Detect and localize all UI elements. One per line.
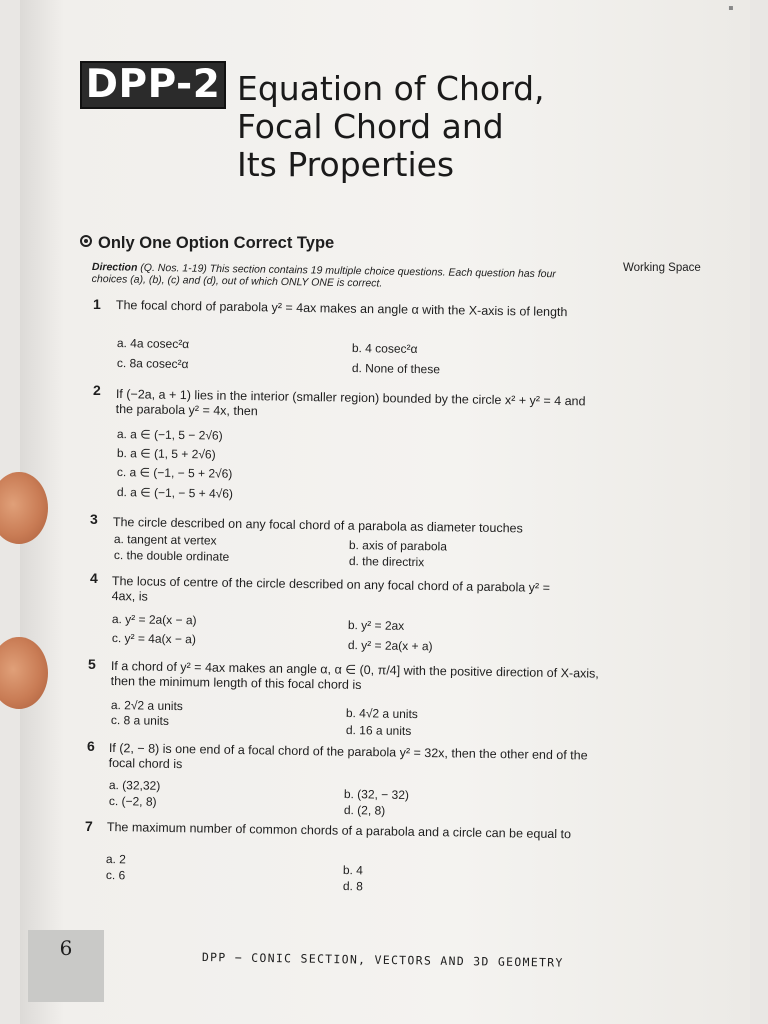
option: a. (32,32) <box>108 778 161 793</box>
option: d. 16 a units <box>345 723 412 739</box>
option: d. y² = 2a(x + a) <box>347 638 433 654</box>
option: b. y² = 2ax <box>347 618 405 633</box>
section-heading-text: Only One Option Correct Type <box>98 234 335 252</box>
page-number: 6 <box>28 930 104 1002</box>
option: b. 4√2 a units <box>345 706 418 722</box>
title-line-2: Focal Chord and <box>237 107 504 146</box>
question-number: 2 <box>93 382 101 398</box>
option: d. the directrix <box>348 554 425 570</box>
direction-text: (Q. Nos. 1-19) This section contains 19 multiple choice questions. Each question has four choices (a), (b), (c) and (d), out of which ONLY ONE is correct. <box>91 261 556 290</box>
option: c. 8a cosec²α <box>116 356 189 372</box>
option: c. 8 a units <box>110 713 170 728</box>
option: c. the double ordinate <box>113 548 230 564</box>
question-number: 6 <box>87 738 95 754</box>
page-corner-icon: ▪ <box>728 0 734 17</box>
section-bullet-icon <box>80 235 92 247</box>
option: b. 4 <box>342 863 364 878</box>
question-text: The focal chord of parabola y² = 4ax makes an angle α with the X-axis is of length <box>115 298 568 320</box>
question-text: If (−2a, a + 1) lies in the interior (smaller region) bounded by the circle x² + y² = 4 and the parabola y² = 4x, then <box>115 387 586 419</box>
option: a. tangent at vertex <box>113 532 217 548</box>
option: d. a ∈ (−1, − 5 + 4√6) <box>116 485 234 501</box>
question-number: 1 <box>93 296 101 312</box>
question-number: 3 <box>90 511 98 527</box>
running-footer: DPP − CONIC SECTION, VECTORS AND 3D GEOMETRY <box>201 950 564 970</box>
option: a. 2√2 a units <box>110 698 183 714</box>
direction-label: Direction <box>91 261 138 274</box>
option: c. y² = 4a(x − a) <box>111 631 197 647</box>
option: a. y² = 2a(x − a) <box>111 612 197 628</box>
question-number: 7 <box>85 818 93 834</box>
question-text: The locus of centre of the circle described on any focal chord of a parabola y² = 4ax, is <box>111 574 551 604</box>
section-heading <box>80 234 334 253</box>
option: a. a ∈ (−1, 5 − 2√6) <box>116 427 223 443</box>
option: d. (2, 8) <box>343 803 386 818</box>
option: c. a ∈ (−1, − 5 + 2√6) <box>116 465 233 481</box>
question-number: 4 <box>90 570 98 586</box>
chapter-title <box>237 70 597 184</box>
option: b. axis of parabola <box>348 538 448 554</box>
option: c. 6 <box>105 868 126 883</box>
option: b. 4 cosec²α <box>351 341 418 357</box>
question-text: If (2, − 8) is one end of a focal chord of the parabola y² = 32x, then the other end of the focal chord is <box>108 741 588 772</box>
question-text: The maximum number of common chords of a parabola and a circle can be equal to <box>106 820 572 842</box>
option: b. a ∈ (1, 5 + 2√6) <box>116 446 216 462</box>
option: b. (32, − 32) <box>343 787 410 803</box>
question-text: The circle described on any focal chord of a parabola as diameter touches <box>112 515 523 536</box>
question-text: If a chord of y² = 4ax makes an angle α, α ∈ (0, π/4] with the positive direction of X-axis, then the minimum length of this focal chord is <box>110 659 599 692</box>
option: c. (−2, 8) <box>108 794 157 809</box>
option: a. 4a cosec²α <box>116 336 190 352</box>
title-line-3: Its Properties <box>237 145 455 184</box>
title-line-1: Equation of Chord, <box>237 69 545 108</box>
working-space-label: Working Space <box>623 262 701 274</box>
option: a. 2 <box>105 852 127 867</box>
question-number: 5 <box>88 656 96 672</box>
option: d. 8 <box>342 879 364 894</box>
option: d. None of these <box>351 361 441 377</box>
dpp-badge: DPP-2 <box>80 61 226 109</box>
